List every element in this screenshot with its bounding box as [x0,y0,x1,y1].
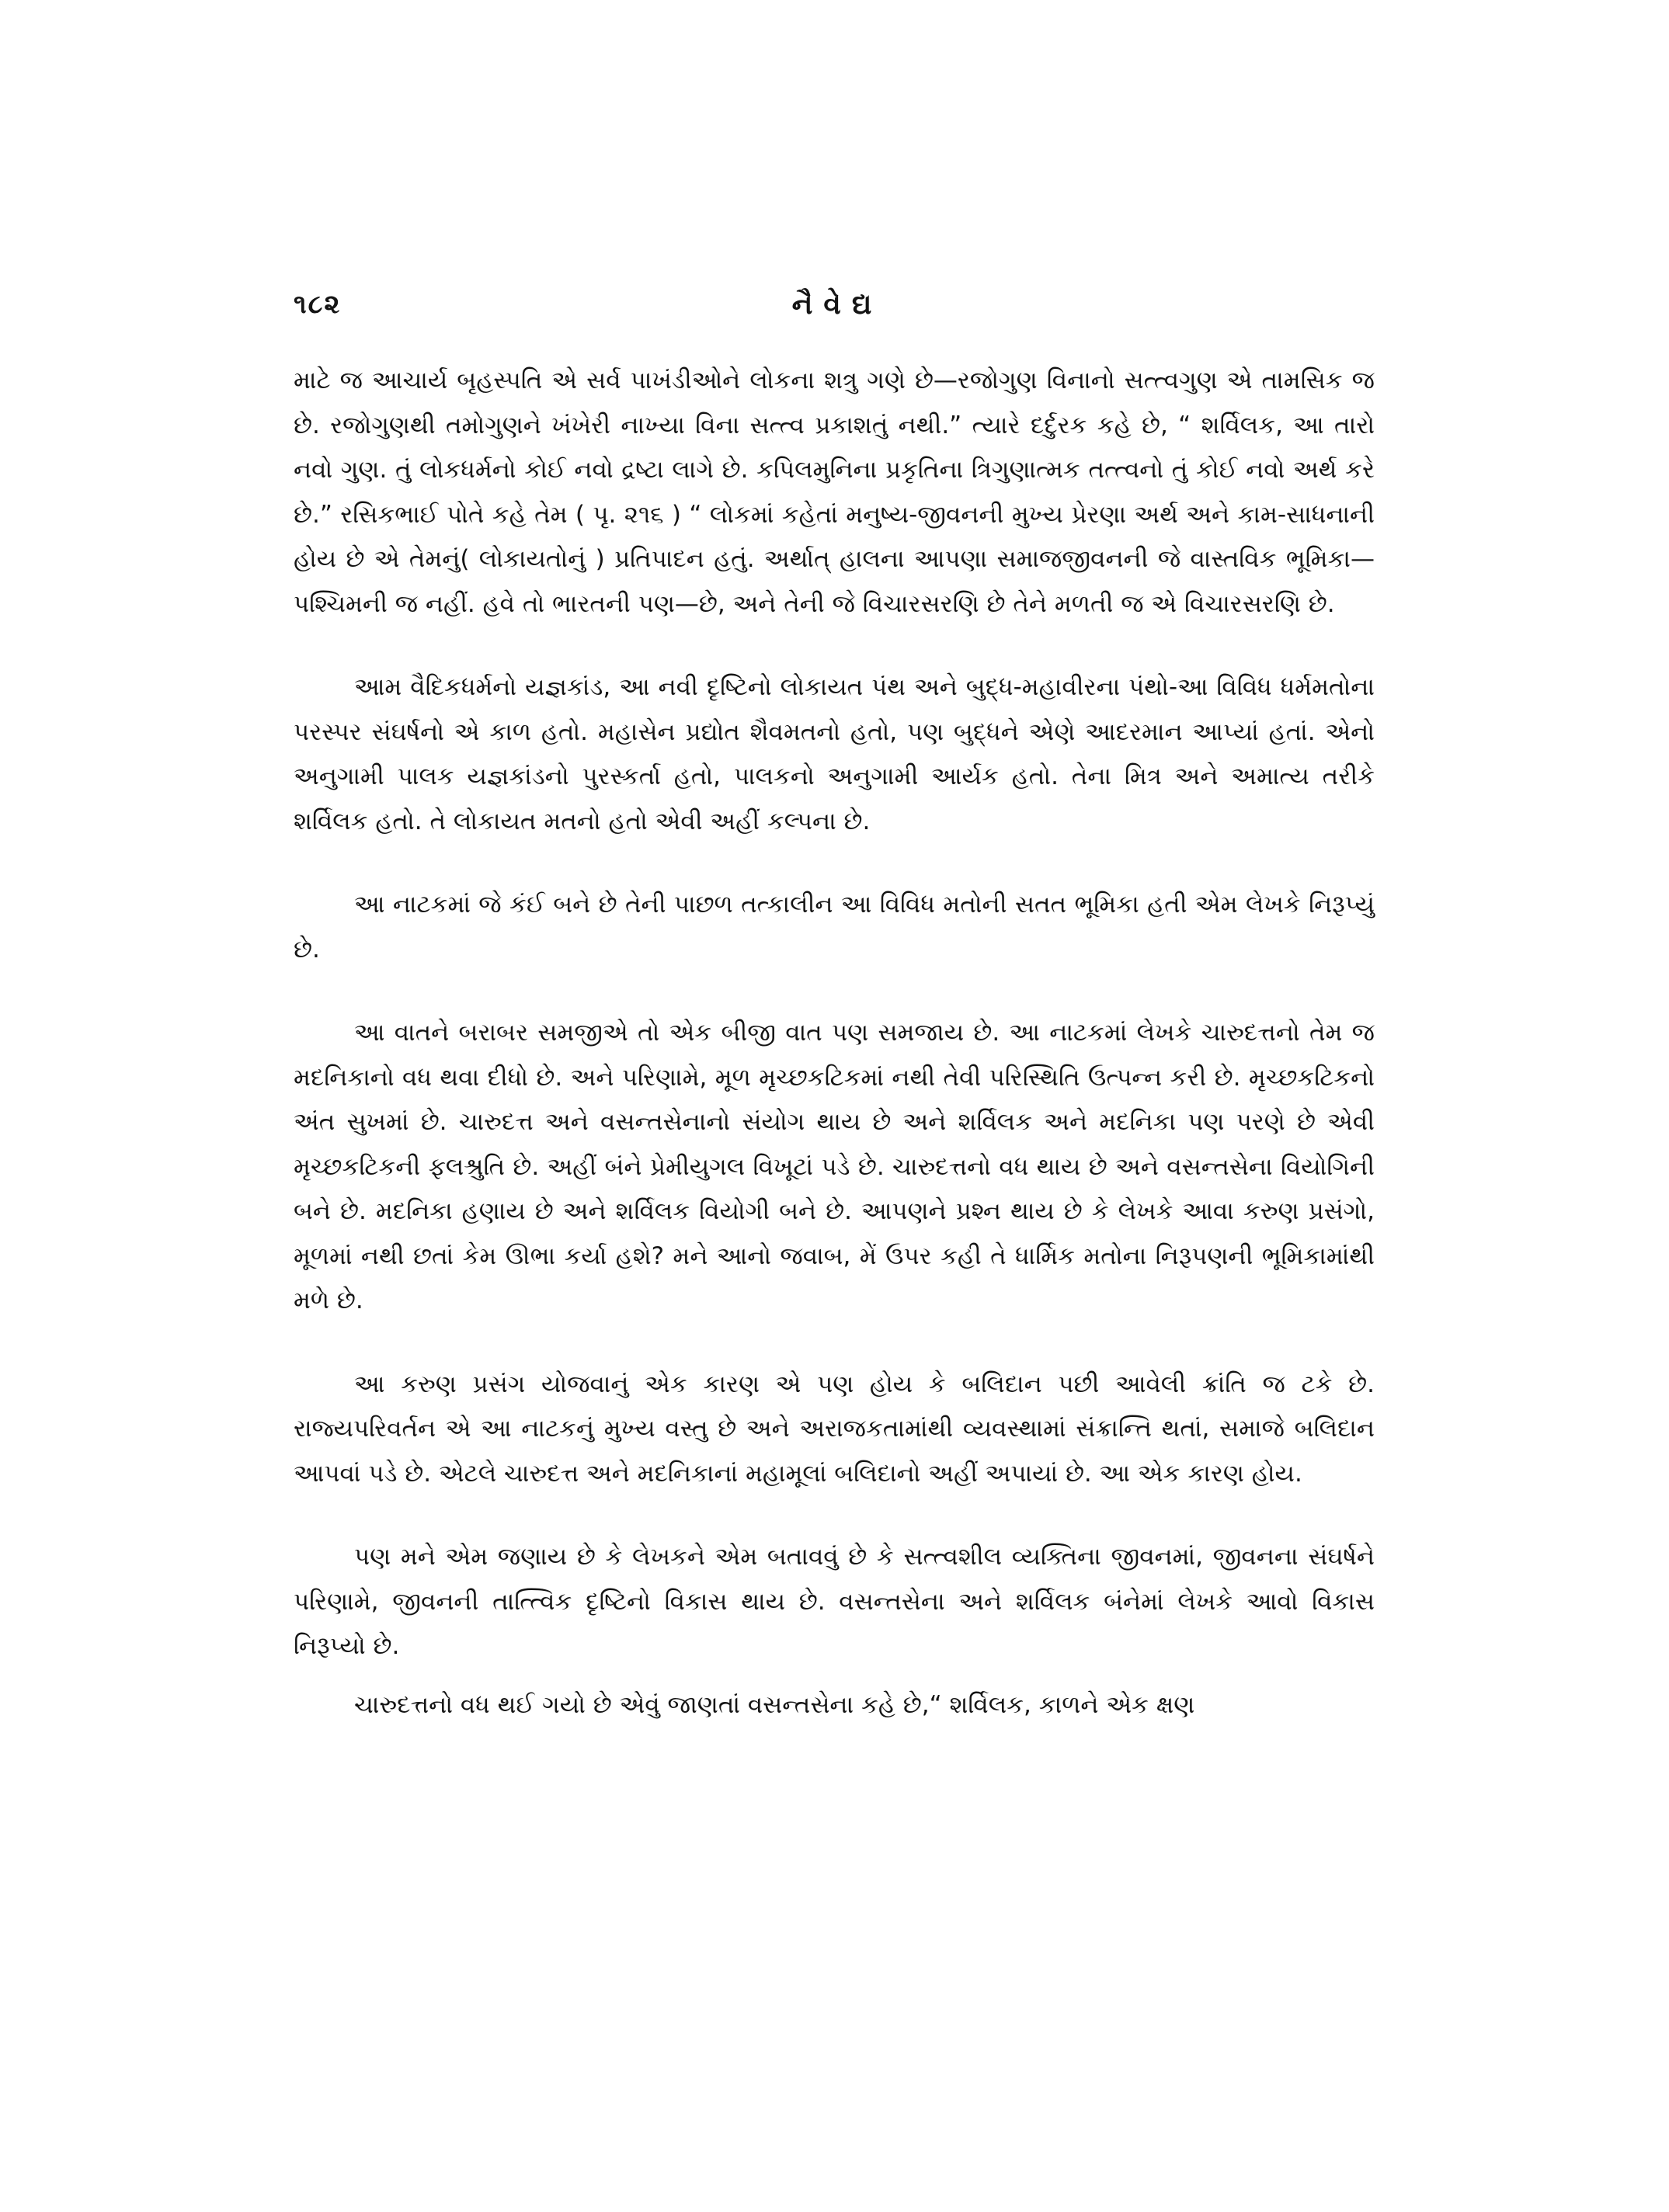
paragraph-4: આ વાતને બરાબર સમજીએ તો એક બીજી વાત પણ સમજાય છે. આ નાટકમાં લેખકે ચારુદત્તનો તેમ જ મદનિકાનો વધ થવા દીધો છે. અને પરિણામે, મૂળ મૃચ્છકટિકમાં નથી તેવી પરિસ્થિતિ ઉત્પન્ન કરી છે. મૃચ્છકટિકનો અંત સુખમાં છે. ચારુદત્ત અને વસન્તસેનાનો સંયોગ થાય છે અને શર્વિલક અને મદનિકા પણ પરણે છે એવી મૃચ્છકટિકની ફલશ્રુતિ છે. અહીં બંને પ્રેમીયુગલ વિખૂટાં પડે છે. ચારુદત્તનો વધ થાય છે અને વસન્તસેના વિયોગિની બને છે. મદનિકા હણાય છે અને શર્વિલક વિયોગી બને છે. આપણને પ્રશ્ન થાય છે કે લેખકે આવા કરુણ પ્રસંગો, મૂળમાં નથી છતાં કેમ ઊભા કર્યા હશે? મને આનો જવાબ, મેં ઉપર કહી તે ધાર્મિક મતોના નિરૂપણની ભૂમિકામાંથી મળે છે. [294,1019,1375,1314]
paragraph-1: માટે જ આચાર્ય બૃહસ્પતિ એ સર્વ પાખંડીઓને લોકના શત્રુ ગણે છે—રજોગુણ વિનાનો સત્ત્વગુણ એ તામસિક જ છે. રજોગુણથી તમોગુણને ખંખેરી નાખ્યા વિના સત્ત્વ પ્રકાશતું નથી.” ત્યારે દર્દુરક કહે છે, “ શર્વિલક, આ તારો નવો ગુણ. તું લોકધર્મનો કોઈ નવો દ્રષ્ટા લાગે છે. કપિલમુનિના પ્રકૃતિના ત્રિગુણાત્મક તત્ત્વનો તું કોઈ નવો અર્થ કરે છે.” રસિકભાઈ પોતે કહે તેમ ( પૃ. ૨૧૬ ) “ લોકમાં કહેતાં મનુષ્ય-જીવનની મુખ્ય પ્રેરણા અર્થ અને કામ-સાધનાની હોય છે એ તેમનું( લોકાયતોનું ) પ્રતિપાદન હતું. અર્થાત્ હાલના આપણા સમાજજીવનની જે વાસ્તવિક ભૂમિકા—પશ્ચિમની જ નહીં. હવે તો ભારતની પણ—છે, અને તેની જે વિચારસરણિ છે તેને મળતી જ એ વિચારસરણિ છે. [294,366,1375,618]
paragraph-2: આમ વૈદિકધર્મનો યજ્ઞકાંડ, આ નવી દૃષ્ટિનો લોકાયત પંથ અને બુદ્ધ-મહાવીરના પંથો-આ વિવિધ ધર્મમતોના પરસ્પર સંઘર્ષનો એ કાળ હતો. મહાસેન પ્રદ્યોત શૈવમતનો હતો, પણ બુદ્ધને એણે આદરમાન આપ્યાં હતાં. એનો અનુગામી પાલક યજ્ઞકાંડનો પુરસ્કર્તા હતો, પાલકનો અનુગામી આર્યક હતો. તેના મિત્ર અને અમાત્ય તરીકે શર્વિલક હતો. તે લોકાયત મતનો હતો એવી અહીં કલ્પના છે. [294,673,1375,835]
page-header [294,289,1373,335]
paragraph-6: પણ મને એમ જણાય છે કે લેખકને એમ બતાવવું છે કે સત્ત્વશીલ વ્યક્તિના જીવનમાં, જીવનના સંઘર્ષને પરિણામે, જીવનની તાત્ત્વિક દૃષ્ટિનો વિકાસ થાય છે. વસન્તસેના અને શર્વિલક બંનેમાં લેખકે આવો વિકાસ નિરૂપ્યો છે. [294,1543,1375,1660]
paragraph-7: ચારુદત્તનો વધ થઈ ગયો છે એવું જાણતાં વસન્તસેના કહે છે,“ શર્વિલક, કાળને એક ક્ષણ [354,1690,1195,1719]
paragraph-5: આ કરુણ પ્રસંગ યોજવાનું એક કારણ એ પણ હોય કે બલિદાન પછી આવેલી ક્રાંતિ જ ટકે છે. રાજ્યપરિવર્તન એ આ નાટકનું મુખ્ય વસ્તુ છે અને અરાજકતામાંથી વ્યવસ્થામાં સંક્રાન્તિ થતાં, સમાજે બલિદાન આપવાં પડે છે. એટલે ચારુદત્ત અને મદનિકાનાં મહામૂલાં બલિદાનો અહીં અપાયાં છે. આ એક કારણ હોય. [294,1370,1375,1488]
running-title: નૈવેદ્ય [791,289,883,321]
paragraph-3: આ નાટકમાં જે કંઈ બને છે તેની પાછળ તત્કાલીન આ વિવિધ મતોની સતત ભૂમિકા હતી એમ લેખકે નિરૂપ્યું છે. [294,891,1375,964]
body-text [294,359,1375,1728]
page-number: ૧૮૨ [294,289,342,320]
